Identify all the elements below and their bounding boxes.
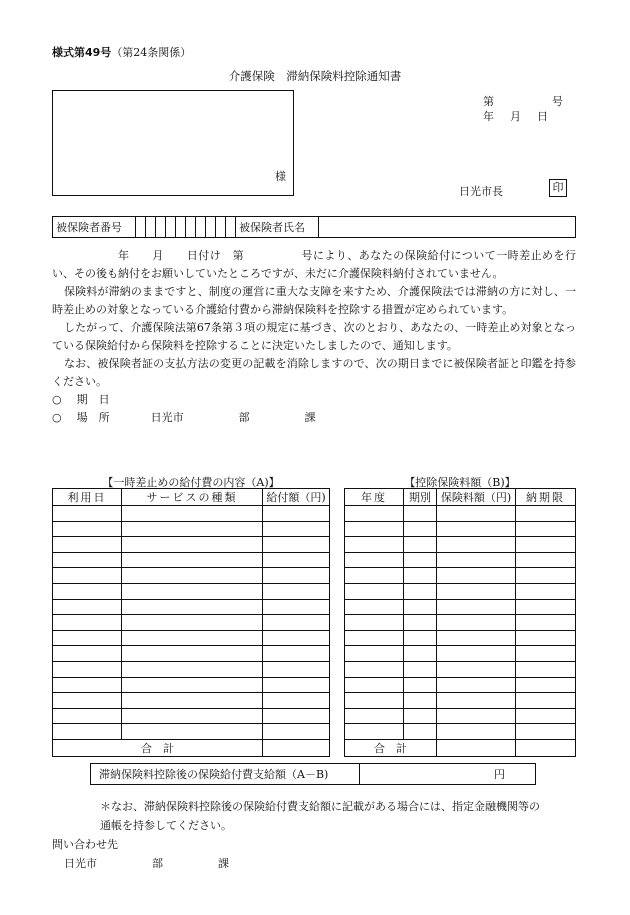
table-cell[interactable]	[345, 599, 404, 615]
insured-name-label: 被保険者氏名	[236, 217, 319, 238]
table-cell[interactable]	[53, 583, 122, 599]
table-cell[interactable]	[122, 693, 263, 709]
table-cell[interactable]	[122, 724, 263, 740]
total-row	[345, 739, 576, 756]
table-cell[interactable]	[263, 708, 330, 724]
table-row	[345, 521, 576, 537]
table-row	[53, 615, 330, 631]
date-item	[52, 391, 576, 409]
yen-unit: 円	[494, 768, 505, 781]
table-cell[interactable]	[404, 646, 437, 662]
table-cell[interactable]	[437, 552, 516, 568]
table-cell[interactable]	[122, 677, 263, 693]
table-cell[interactable]	[345, 583, 404, 599]
total-label: 合 計	[345, 739, 437, 756]
doc-year: 年	[483, 110, 494, 123]
table-row	[53, 583, 330, 599]
table-row	[53, 677, 330, 693]
table-cell[interactable]	[53, 615, 122, 631]
table-cell[interactable]	[516, 521, 576, 537]
table-cell[interactable]	[516, 537, 576, 553]
table-cell[interactable]	[345, 661, 404, 677]
table-row	[345, 630, 576, 646]
column-header: 給付額（円)	[263, 489, 330, 506]
table-cell[interactable]	[437, 677, 516, 693]
digit-cell[interactable]	[136, 217, 146, 238]
paragraph: したがって、介護保険法第67条第３項の規定に基づき、次のとおり、あなたの、一時差止め対象となっている保険給付から保険料を控除することに決定いたしましたので、通知します。	[52, 321, 576, 352]
table-cell[interactable]	[53, 521, 122, 537]
table-cell[interactable]	[516, 646, 576, 662]
notice-body	[52, 247, 576, 427]
table-cell[interactable]	[263, 724, 330, 740]
table-cell[interactable]	[345, 506, 404, 522]
table-row	[53, 537, 330, 553]
table-cell[interactable]	[516, 568, 576, 584]
digit-cell[interactable]	[176, 217, 186, 238]
form-number-text: 様式第49号	[52, 46, 112, 59]
table-cell[interactable]	[404, 506, 437, 522]
table-cell[interactable]	[263, 615, 330, 631]
table-cell[interactable]	[404, 521, 437, 537]
place-item	[52, 409, 576, 427]
table-row	[53, 646, 330, 662]
place-label: 場 所	[76, 411, 110, 424]
table-cell[interactable]	[516, 724, 576, 740]
table-cell[interactable]	[263, 646, 330, 662]
table-cell[interactable]	[437, 646, 516, 662]
table-row	[345, 661, 576, 677]
total-cell[interactable]	[516, 739, 576, 756]
table-cell[interactable]	[122, 615, 263, 631]
table-row	[345, 552, 576, 568]
table-cell[interactable]	[404, 537, 437, 553]
column-header: 納期限	[516, 489, 576, 506]
table-cell[interactable]	[437, 615, 516, 631]
table-cell[interactable]	[122, 583, 263, 599]
table-row	[345, 568, 576, 584]
insured-number-label: 被保険者番号	[53, 217, 136, 238]
table-cell[interactable]	[404, 615, 437, 631]
table-cell[interactable]	[404, 693, 437, 709]
digit-cell[interactable]	[196, 217, 206, 238]
column-header: 年度	[345, 489, 404, 506]
table-row	[53, 630, 330, 646]
place-section: 課	[304, 411, 316, 424]
total-cell[interactable]	[263, 739, 330, 756]
inquiry-city: 日光市	[64, 857, 97, 870]
table-cell[interactable]	[345, 568, 404, 584]
table-cell[interactable]	[516, 630, 576, 646]
form-number-ref: （第24条関係）	[111, 46, 192, 59]
table-row	[345, 677, 576, 693]
inquiry-dept: 部	[152, 857, 163, 870]
table-cell[interactable]	[345, 693, 404, 709]
table-cell[interactable]	[437, 693, 516, 709]
seal-mark: 印	[549, 179, 567, 197]
table-cell[interactable]	[53, 552, 122, 568]
table-cell[interactable]	[404, 630, 437, 646]
table-cell[interactable]	[263, 506, 330, 522]
table-cell[interactable]	[437, 583, 516, 599]
table-cell[interactable]	[404, 599, 437, 615]
table-cell[interactable]	[404, 708, 437, 724]
table-row	[345, 615, 576, 631]
table-cell[interactable]	[263, 568, 330, 584]
digit-cell[interactable]	[186, 217, 196, 238]
table-cell[interactable]	[437, 630, 516, 646]
table-cell[interactable]	[516, 708, 576, 724]
table-cell[interactable]	[53, 506, 122, 522]
table-cell[interactable]	[122, 568, 263, 584]
address-suffix: 様	[275, 170, 286, 183]
inquiry-block	[52, 835, 229, 873]
table-cell[interactable]	[263, 661, 330, 677]
table-row	[345, 724, 576, 740]
column-header: 利用日	[53, 489, 122, 506]
table-cell[interactable]	[53, 677, 122, 693]
table-cell[interactable]	[53, 661, 122, 677]
table-cell[interactable]	[516, 552, 576, 568]
table-cell[interactable]	[345, 552, 404, 568]
table-cell[interactable]	[404, 677, 437, 693]
table-row	[345, 708, 576, 724]
digit-cell[interactable]	[206, 217, 216, 238]
table-cell[interactable]	[122, 537, 263, 553]
table-cell[interactable]	[516, 599, 576, 615]
inquiry-label: 問い合わせ先	[52, 838, 118, 851]
table-cell[interactable]	[345, 521, 404, 537]
table-row	[53, 521, 330, 537]
table-cell[interactable]	[437, 724, 516, 740]
address-box	[52, 90, 294, 196]
table-cell[interactable]	[437, 506, 516, 522]
digit-cell[interactable]	[166, 217, 176, 238]
table-cell[interactable]	[516, 583, 576, 599]
doc-month: 月	[510, 110, 521, 123]
total-cell[interactable]	[437, 739, 516, 756]
table-cell[interactable]	[345, 724, 404, 740]
column-header: 保険料額（円)	[437, 489, 516, 506]
table-cell[interactable]	[263, 552, 330, 568]
table-cell[interactable]	[345, 537, 404, 553]
benefit-table	[52, 488, 330, 757]
table-row	[53, 599, 330, 615]
table-cell[interactable]	[404, 661, 437, 677]
table-cell[interactable]	[263, 583, 330, 599]
table-row	[53, 661, 330, 677]
doc-day: 日	[537, 110, 548, 123]
table-cell[interactable]	[263, 693, 330, 709]
table-cell[interactable]	[263, 630, 330, 646]
summary-amount[interactable]	[360, 764, 536, 785]
table-cell[interactable]	[122, 661, 263, 677]
table-cell[interactable]	[345, 646, 404, 662]
document-title: 介護保険 滞納保険料控除通知書	[228, 69, 402, 83]
date-label: 期 日	[76, 393, 110, 406]
table-cell[interactable]	[345, 677, 404, 693]
total-label: 合 計	[53, 739, 263, 756]
table-a-caption: 【一時差止めの給付費の内容（A)】	[102, 476, 280, 489]
table-cell[interactable]	[516, 693, 576, 709]
column-header: 期別	[404, 489, 437, 506]
circle-bullet: ○	[52, 411, 62, 424]
table-row	[345, 599, 576, 615]
table-row	[53, 724, 330, 740]
table-row	[53, 568, 330, 584]
issuer-name: 日光市長	[459, 185, 503, 198]
form-number	[52, 44, 191, 60]
doc-go: 号	[552, 95, 563, 108]
table-cell[interactable]	[404, 583, 437, 599]
table-cell[interactable]	[263, 599, 330, 615]
table-cell[interactable]	[404, 552, 437, 568]
table-cell[interactable]	[53, 537, 122, 553]
digit-cell[interactable]	[226, 217, 236, 238]
table-cell[interactable]	[122, 552, 263, 568]
table-cell[interactable]	[53, 646, 122, 662]
table-cell[interactable]	[263, 677, 330, 693]
table-row	[345, 693, 576, 709]
table-cell[interactable]	[53, 708, 122, 724]
table-cell[interactable]	[53, 693, 122, 709]
table-row	[345, 646, 576, 662]
table-row	[345, 506, 576, 522]
digit-cell[interactable]	[146, 217, 156, 238]
insured-id-table	[52, 216, 576, 238]
table-cell[interactable]	[404, 568, 437, 584]
column-header: サービスの種類	[122, 489, 263, 506]
table-cell[interactable]	[516, 506, 576, 522]
insured-name-field[interactable]	[319, 217, 576, 238]
table-row	[345, 583, 576, 599]
document-number-block	[483, 94, 563, 124]
table-cell[interactable]	[122, 506, 263, 522]
table-row	[345, 537, 576, 553]
table-cell[interactable]	[53, 599, 122, 615]
table-cell[interactable]	[263, 537, 330, 553]
table-cell[interactable]	[404, 724, 437, 740]
table-cell[interactable]	[122, 708, 263, 724]
summary-table	[90, 763, 536, 785]
paragraph: なお、被保険者証の支払方法の変更の記載を消除しますので、次の期日までに被保険者証と印鑑を持参ください。	[52, 357, 576, 388]
paragraph: 年 月 日付け 第 号により、あなたの保険給付について一時差止めを行い、その後も納付をお願いしていたところですが、未だに介護保険料納付されていません。	[52, 249, 576, 280]
place-city: 日光市	[150, 411, 184, 424]
table-row	[53, 506, 330, 522]
deduction-table	[344, 488, 576, 757]
table-cell[interactable]	[122, 599, 263, 615]
summary-label: 滞納保険料控除後の保険給付費支給額（A－B)	[91, 764, 360, 785]
table-cell[interactable]	[122, 630, 263, 646]
digit-cell[interactable]	[156, 217, 166, 238]
table-cell[interactable]	[516, 661, 576, 677]
table-cell[interactable]	[516, 615, 576, 631]
table-cell[interactable]	[437, 661, 516, 677]
table-cell[interactable]	[437, 568, 516, 584]
table-cell[interactable]	[437, 708, 516, 724]
total-row	[53, 739, 330, 756]
table-cell[interactable]	[53, 630, 122, 646]
footnote: ＊なお、滞納保険料控除後の保険給付費支給額に記載がある場合には、指定金融機関等の通帳を持参してください。	[100, 800, 540, 832]
table-cell[interactable]	[437, 537, 516, 553]
table-cell[interactable]	[122, 521, 263, 537]
table-cell[interactable]	[345, 615, 404, 631]
table-cell[interactable]	[345, 630, 404, 646]
table-cell[interactable]	[263, 521, 330, 537]
table-cell[interactable]	[516, 677, 576, 693]
table-cell[interactable]	[53, 724, 122, 740]
paragraph: 保険料が滞納のままですと、制度の運営に重大な支障を来すため、介護保険法では滞納の方に対し、一時差止めの対象となっている介護給付費から滞納保険料を控除する措置が定められています。	[52, 285, 576, 316]
table-row	[53, 552, 330, 568]
doc-dai: 第	[483, 95, 494, 108]
table-row	[53, 708, 330, 724]
table-cell[interactable]	[437, 599, 516, 615]
table-cell[interactable]	[122, 646, 263, 662]
table-cell[interactable]	[53, 568, 122, 584]
table-row	[53, 693, 330, 709]
table-cell[interactable]	[345, 708, 404, 724]
table-b-caption: 【控除保険料額（B)】	[404, 476, 516, 489]
place-dept: 部	[238, 411, 250, 424]
inquiry-section: 課	[218, 857, 229, 870]
digit-cell[interactable]	[216, 217, 226, 238]
circle-bullet: ○	[52, 393, 62, 406]
table-cell[interactable]	[437, 521, 516, 537]
